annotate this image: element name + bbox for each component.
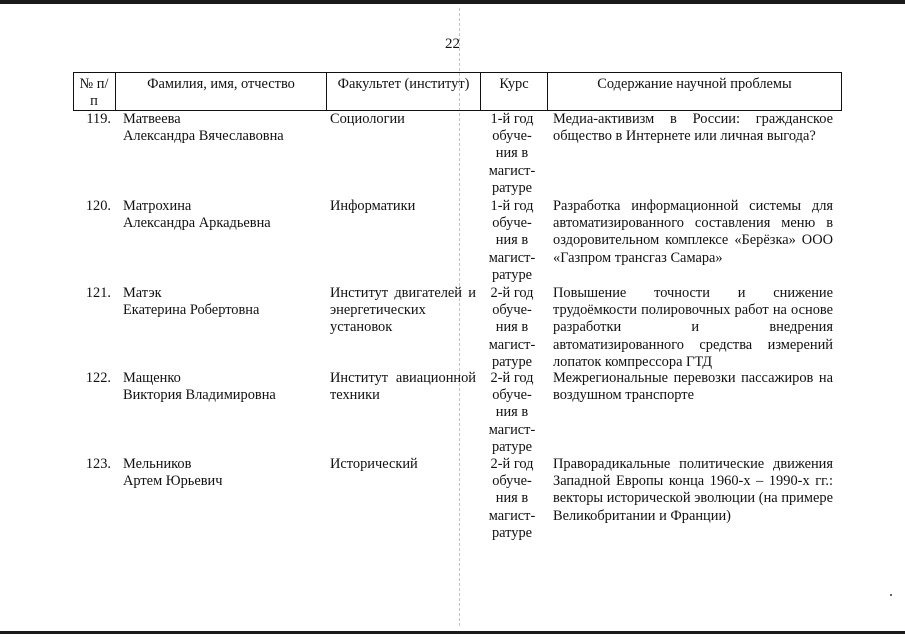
header-num: № п/п <box>79 76 109 110</box>
course: 1-й год обуче- ния в магист- ратуре <box>488 198 536 283</box>
course: 2-й год обуче- ния в магист- ратуре <box>488 370 536 455</box>
page-number: 22 <box>445 36 460 52</box>
faculty: Институт двигателей и энергетических установок <box>330 285 476 336</box>
faculty: Институт авиационной техники <box>330 370 476 404</box>
student-name: Матрохина Александра Аркадьевна <box>123 198 271 232</box>
header-problem: Содержание научной проблемы <box>597 76 792 92</box>
student-name: Матэк Екатерина Робертовна <box>123 285 260 319</box>
table-header <box>73 72 842 111</box>
student-name: Мащенко Виктория Владимировна <box>123 370 276 404</box>
research-problem: Повышение точности и снижение трудоёмкости полировочных работ на основе разработки и внедрения автоматизированного средства измерений лопаток компрессора ГТД <box>553 285 833 370</box>
header-name: Фамилия, имя, отчество <box>147 76 295 92</box>
course: 1-й год обуче- ния в магист- ратуре <box>488 111 536 196</box>
row-number: 122. <box>85 370 111 386</box>
student-name: Матвеева Александра Вячеславовна <box>123 111 284 145</box>
row-number: 121. <box>85 285 111 301</box>
research-problem: Разработка информационной системы для автоматизированного составления меню в оздоровительном комплексе «Берёзка» ООО «Газпром трансгаз Самара» <box>553 198 833 266</box>
course: 2-й год обуче- ния в магист- ратуре <box>488 456 536 541</box>
research-problem: Медиа-активизм в России: гражданское общество в Интернете или личная выгода? <box>553 111 833 145</box>
course: 2-й год обуче- ния в магист- ратуре <box>488 285 536 370</box>
faculty: Социологии <box>330 111 405 127</box>
header-course: Курс <box>499 76 529 92</box>
top-border-rule <box>0 0 905 4</box>
bottom-border-rule <box>0 631 905 634</box>
research-problem: Праворадикальные политические движения Западной Европы конца 1960-х – 1990-х гг.: векторы исторической эволюции (на примере Великобритании и Франции) <box>553 456 833 524</box>
research-problem: Межрегиональные перевозки пассажиров на воздушном транспорте <box>553 370 833 404</box>
student-name: Мельников Артем Юрьевич <box>123 456 223 490</box>
row-number: 123. <box>85 456 111 472</box>
row-number: 120. <box>85 198 111 214</box>
header-faculty: Факультет (институт) <box>337 76 470 92</box>
faculty: Информатики <box>330 198 416 214</box>
row-number: 119. <box>86 111 111 127</box>
scan-speck <box>890 594 892 596</box>
faculty: Исторический <box>330 456 418 472</box>
